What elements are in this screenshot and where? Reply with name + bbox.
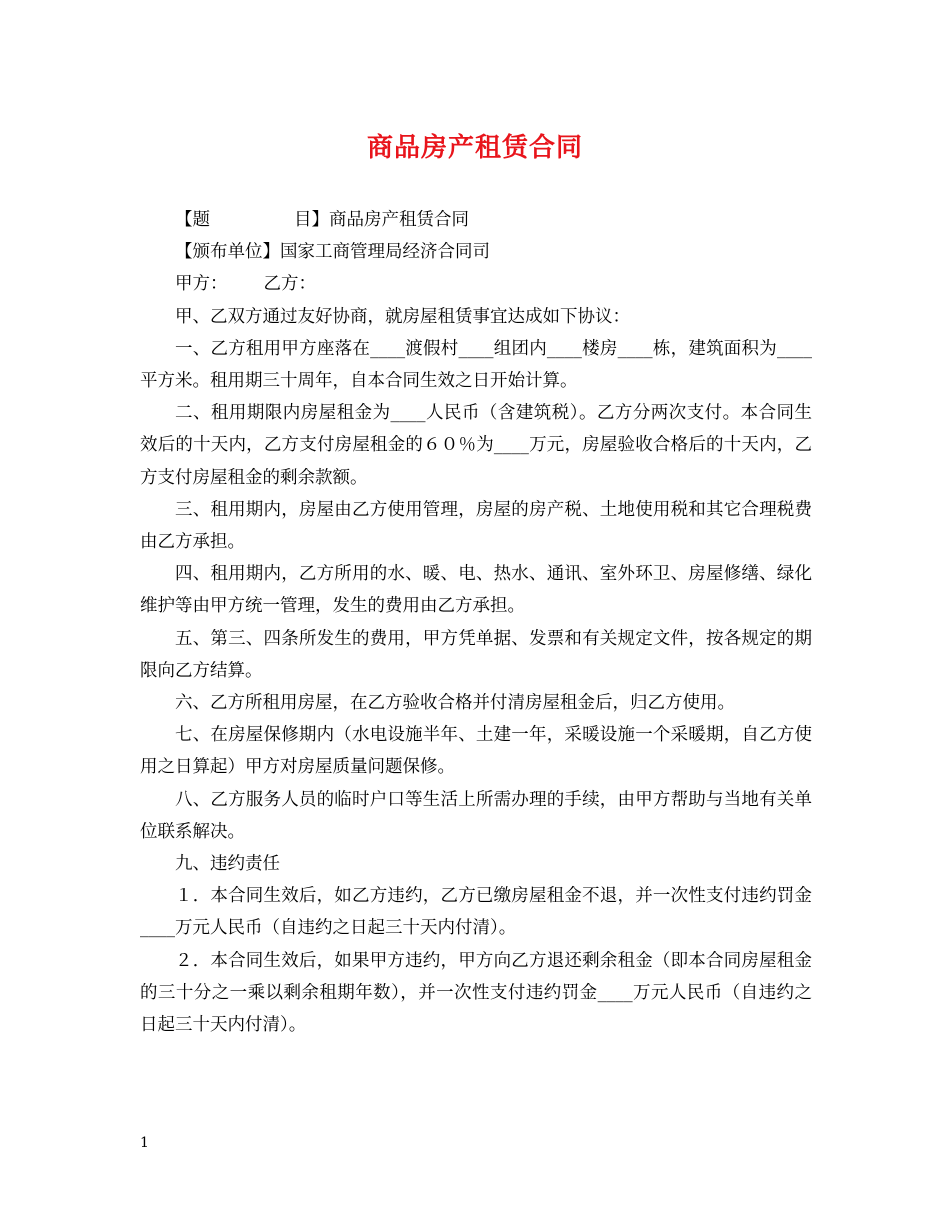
document-body — [140, 204, 812, 1041]
clause-5: 五、第三、四条所发生的费用，甲方凭单据、发票和有关规定文件，按各规定的期限向乙方结算。 — [140, 628, 812, 681]
clause-7: 七、在房屋保修期内（水电设施半年、土建一年，采暖设施一个采暖期，自乙方使用之日算起）甲方对房屋质量问题保修。 — [140, 725, 812, 778]
topic-value: 商品房产租赁合同 — [329, 210, 469, 230]
party-b-label: 乙方： — [263, 274, 316, 295]
clause-9-heading: 九、违约责任 — [175, 854, 280, 875]
clause-3: 三、租用期内，房屋由乙方使用管理，房屋的房产税、土地使用税和其它合理税费由乙方承担。 — [140, 499, 812, 553]
clause-8: 八、乙方服务人员的临时户口等生活上所需办理的手续，由甲方帮助与当地有关单位联系解决。 — [140, 789, 812, 842]
clause-6: 六、乙方所租用房屋，在乙方验收合格并付清房屋租金后，归乙方使用。 — [175, 693, 735, 714]
topic-label-start: 【题 — [175, 210, 210, 230]
clause-9-item-1: １．本合同生效后，如乙方违约，乙方已缴房屋租金不退，并一次性支付违约罚金____万元人民币（自违约之日起三十天内付清）。 — [140, 886, 812, 939]
document-title: 商品房产租赁合同 — [366, 133, 583, 163]
clause-9-item-2: ２．本合同生效后，如果甲方违约，甲方向乙方退还剩余租金（即本合同房屋租金的三十分之一乘以剩余租期年数），并一次性支付违约罚金____万元人民币（自违约之日起三十天内付清）。 — [140, 950, 812, 1036]
topic-label-end: 目】 — [294, 210, 329, 230]
clause-2: 二、租用期限内房屋租金为____人民币（含建筑税）。乙方分两次支付。本合同生效后的十天内，乙方支付房屋租金的６０％为____万元，房屋验收合格后的十天内，乙方支付房屋租金的剩余款额。 — [140, 403, 812, 488]
clause-1: 一、乙方租用甲方座落在____渡假村____组团内____楼房____栋，建筑面积为____平方米。租用期三十周年，自本合同生效之日开始计算。 — [140, 338, 812, 392]
parties-line — [140, 268, 812, 300]
clause-4: 四、租用期内，乙方所用的水、暖、电、热水、通讯、室外环卫、房屋修缮、绿化维护等由甲方统一管理，发生的费用由乙方承担。 — [140, 564, 812, 617]
issuer-label: 【颁布单位】 — [175, 242, 280, 263]
paragraph-intro: 甲、乙双方通过友好协商，就房屋租赁事宜达成如下协议： — [175, 306, 630, 327]
issuer-value: 国家工商管理局经济合同司 — [280, 242, 490, 263]
topic-line — [140, 204, 812, 236]
party-a-label: 甲方： — [175, 274, 228, 295]
page-number: 1 — [140, 1135, 149, 1151]
issuer-line — [140, 236, 812, 268]
